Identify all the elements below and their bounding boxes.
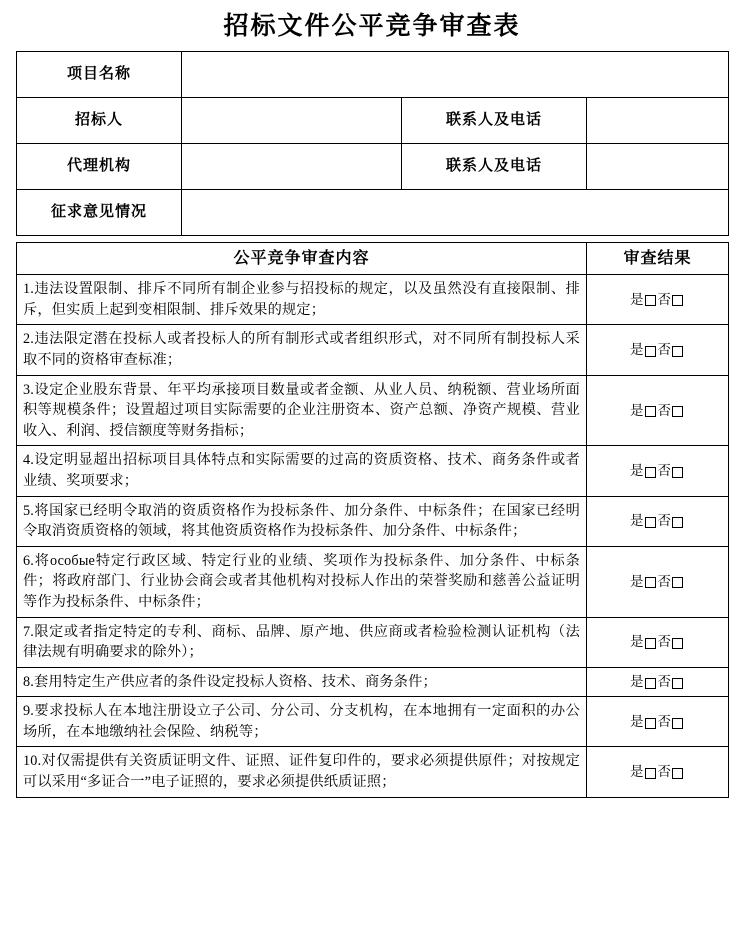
review-result-cell[interactable]: [587, 496, 729, 546]
review-item-text: 4.设定明显超出招标项目具体特点和实际需要的过高的资质资格、技术、商务条件或者业绩、奖项要求；: [17, 446, 587, 496]
checkbox-yes[interactable]: [645, 768, 656, 779]
checkbox-yes[interactable]: [645, 346, 656, 357]
review-item-text: 7.限定或者指定特定的专利、商标、品牌、原产地、供应商或者检验检测认证机构（法律法规有明确要求的除外）；: [17, 617, 587, 667]
table-row-tenderee: [17, 98, 729, 144]
review-item-text: 9.要求投标人在本地注册设立子公司、分公司、分支机构，在本地拥有一定面积的办公场所，在本地缴纳社会保险、纳税等；: [17, 697, 587, 747]
table-row-opinions: [17, 190, 729, 236]
review-item-text: 2.违法限定潜在投标人或者投标人的所有制形式或者组织形式，对不同所有制投标人采取不同的资格审查标准；: [17, 325, 587, 375]
result-yes-label: 是: [630, 463, 644, 479]
label-opinions: 征求意见情况: [17, 190, 182, 236]
review-item-text: 10.对仅需提供有关资质证明文件、证照、证件复印件的，要求必须提供原件；对按规定可以采用“多证合一”电子证照的，要求必须提供纸质证照；: [17, 747, 587, 797]
review-result-cell[interactable]: [587, 275, 729, 325]
label-agency-contact: 联系人及电话: [402, 144, 587, 190]
result-no-label: 否: [657, 463, 671, 479]
field-agency-contact[interactable]: [587, 144, 729, 190]
field-tenderee-contact[interactable]: [587, 98, 729, 144]
checkbox-yes[interactable]: [645, 577, 656, 588]
label-tenderee: 招标人: [17, 98, 182, 144]
review-form-table: [16, 51, 729, 236]
page-title: 招标文件公平竞争审查表: [223, 13, 521, 40]
checkbox-no[interactable]: [672, 346, 683, 357]
checkbox-no[interactable]: [672, 577, 683, 588]
result-yes-label: 是: [630, 634, 644, 650]
review-result-cell[interactable]: [587, 446, 729, 496]
result-yes-label: 是: [630, 714, 644, 730]
field-opinions[interactable]: [182, 190, 729, 236]
review-result-cell[interactable]: [587, 617, 729, 667]
checkbox-yes[interactable]: [645, 678, 656, 689]
label-agency: 代理机构: [17, 144, 182, 190]
review-result-cell[interactable]: [587, 546, 729, 617]
result-no-label: 否: [657, 342, 671, 358]
table-row: [17, 697, 729, 747]
result-yes-label: 是: [630, 402, 644, 418]
field-tenderee[interactable]: [182, 98, 402, 144]
review-result-cell[interactable]: [587, 747, 729, 797]
field-project-name[interactable]: [182, 52, 729, 98]
table-row-agency: [17, 144, 729, 190]
review-result-cell[interactable]: [587, 667, 729, 697]
checkbox-yes[interactable]: [645, 718, 656, 729]
checkbox-no[interactable]: [672, 467, 683, 478]
column-header-result: 审查结果: [587, 243, 729, 275]
checkbox-no[interactable]: [672, 406, 683, 417]
column-header-content: 公平竞争审查内容: [17, 243, 587, 275]
checkbox-yes[interactable]: [645, 406, 656, 417]
result-no-label: 否: [657, 402, 671, 418]
review-item-text: 5.将国家已经明令取消的资质资格作为投标条件、加分条件、中标条件；在国家已经明令取消资质资格的领域，将其他资质资格作为投标条件、加分条件、中标条件；: [17, 496, 587, 546]
review-result-cell[interactable]: [587, 325, 729, 375]
checkbox-no[interactable]: [672, 768, 683, 779]
result-no-label: 否: [657, 634, 671, 650]
table-header-row: [17, 243, 729, 275]
review-content-table: [16, 242, 729, 798]
table-row: [17, 446, 729, 496]
review-item-text: 8.套用特定生产供应者的条件设定投标人资格、技术、商务条件；: [17, 667, 587, 697]
table-row: [17, 667, 729, 697]
result-no-label: 否: [657, 764, 671, 780]
field-agency[interactable]: [182, 144, 402, 190]
checkbox-no[interactable]: [672, 517, 683, 528]
result-yes-label: 是: [630, 513, 644, 529]
result-no-label: 否: [657, 714, 671, 730]
result-yes-label: 是: [630, 573, 644, 589]
checkbox-yes[interactable]: [645, 467, 656, 478]
table-row: [17, 747, 729, 797]
checkbox-yes[interactable]: [645, 517, 656, 528]
table-row: [17, 325, 729, 375]
result-no-label: 否: [657, 573, 671, 589]
table-row: [17, 496, 729, 546]
table-row: [17, 275, 729, 325]
result-no-label: 否: [657, 292, 671, 307]
checkbox-no[interactable]: [672, 678, 683, 689]
label-tenderee-contact: 联系人及电话: [402, 98, 587, 144]
result-yes-label: 是: [630, 674, 644, 690]
review-result-cell[interactable]: [587, 697, 729, 747]
review-item-text: 1.违法设置限制、排斥不同所有制企业参与招投标的规定，以及虽然没有直接限制、排斥，但实质上起到变相限制、排斥效果的规定；: [17, 275, 587, 325]
table-row: [17, 375, 729, 446]
result-yes-label: 是: [630, 342, 644, 358]
table-row-project-name: [17, 52, 729, 98]
table-row: [17, 546, 729, 617]
review-result-cell[interactable]: [587, 375, 729, 446]
checkbox-no[interactable]: [672, 718, 683, 729]
label-project-name: 项目名称: [17, 52, 182, 98]
checkbox-yes[interactable]: [645, 295, 656, 306]
checkbox-no[interactable]: [672, 295, 683, 306]
table-row: [17, 617, 729, 667]
checkbox-no[interactable]: [672, 638, 683, 649]
checkbox-yes[interactable]: [645, 638, 656, 649]
result-yes-label: 是: [630, 292, 644, 307]
result-no-label: 否: [657, 513, 671, 529]
review-item-text: 6.将особые特定行政区域、特定行业的业绩、奖项作为投标条件、加分条件、中标条件；将政府部门、行业协会商会或者其他机构对投标人作出的荣誉奖励和慈善公益证明等作为投标条件、中标条件；: [17, 546, 587, 617]
review-item-text: 3.设定企业股东背景、年平均承接项目数量或者金额、从业人员、纳税额、营业场所面积等规模条件；设置超过项目实际需要的企业注册资本、资产总额、净资产规模、营业收入、利润、授信额度等财务指标；: [17, 375, 587, 446]
result-no-label: 否: [657, 674, 671, 690]
result-yes-label: 是: [630, 764, 644, 780]
